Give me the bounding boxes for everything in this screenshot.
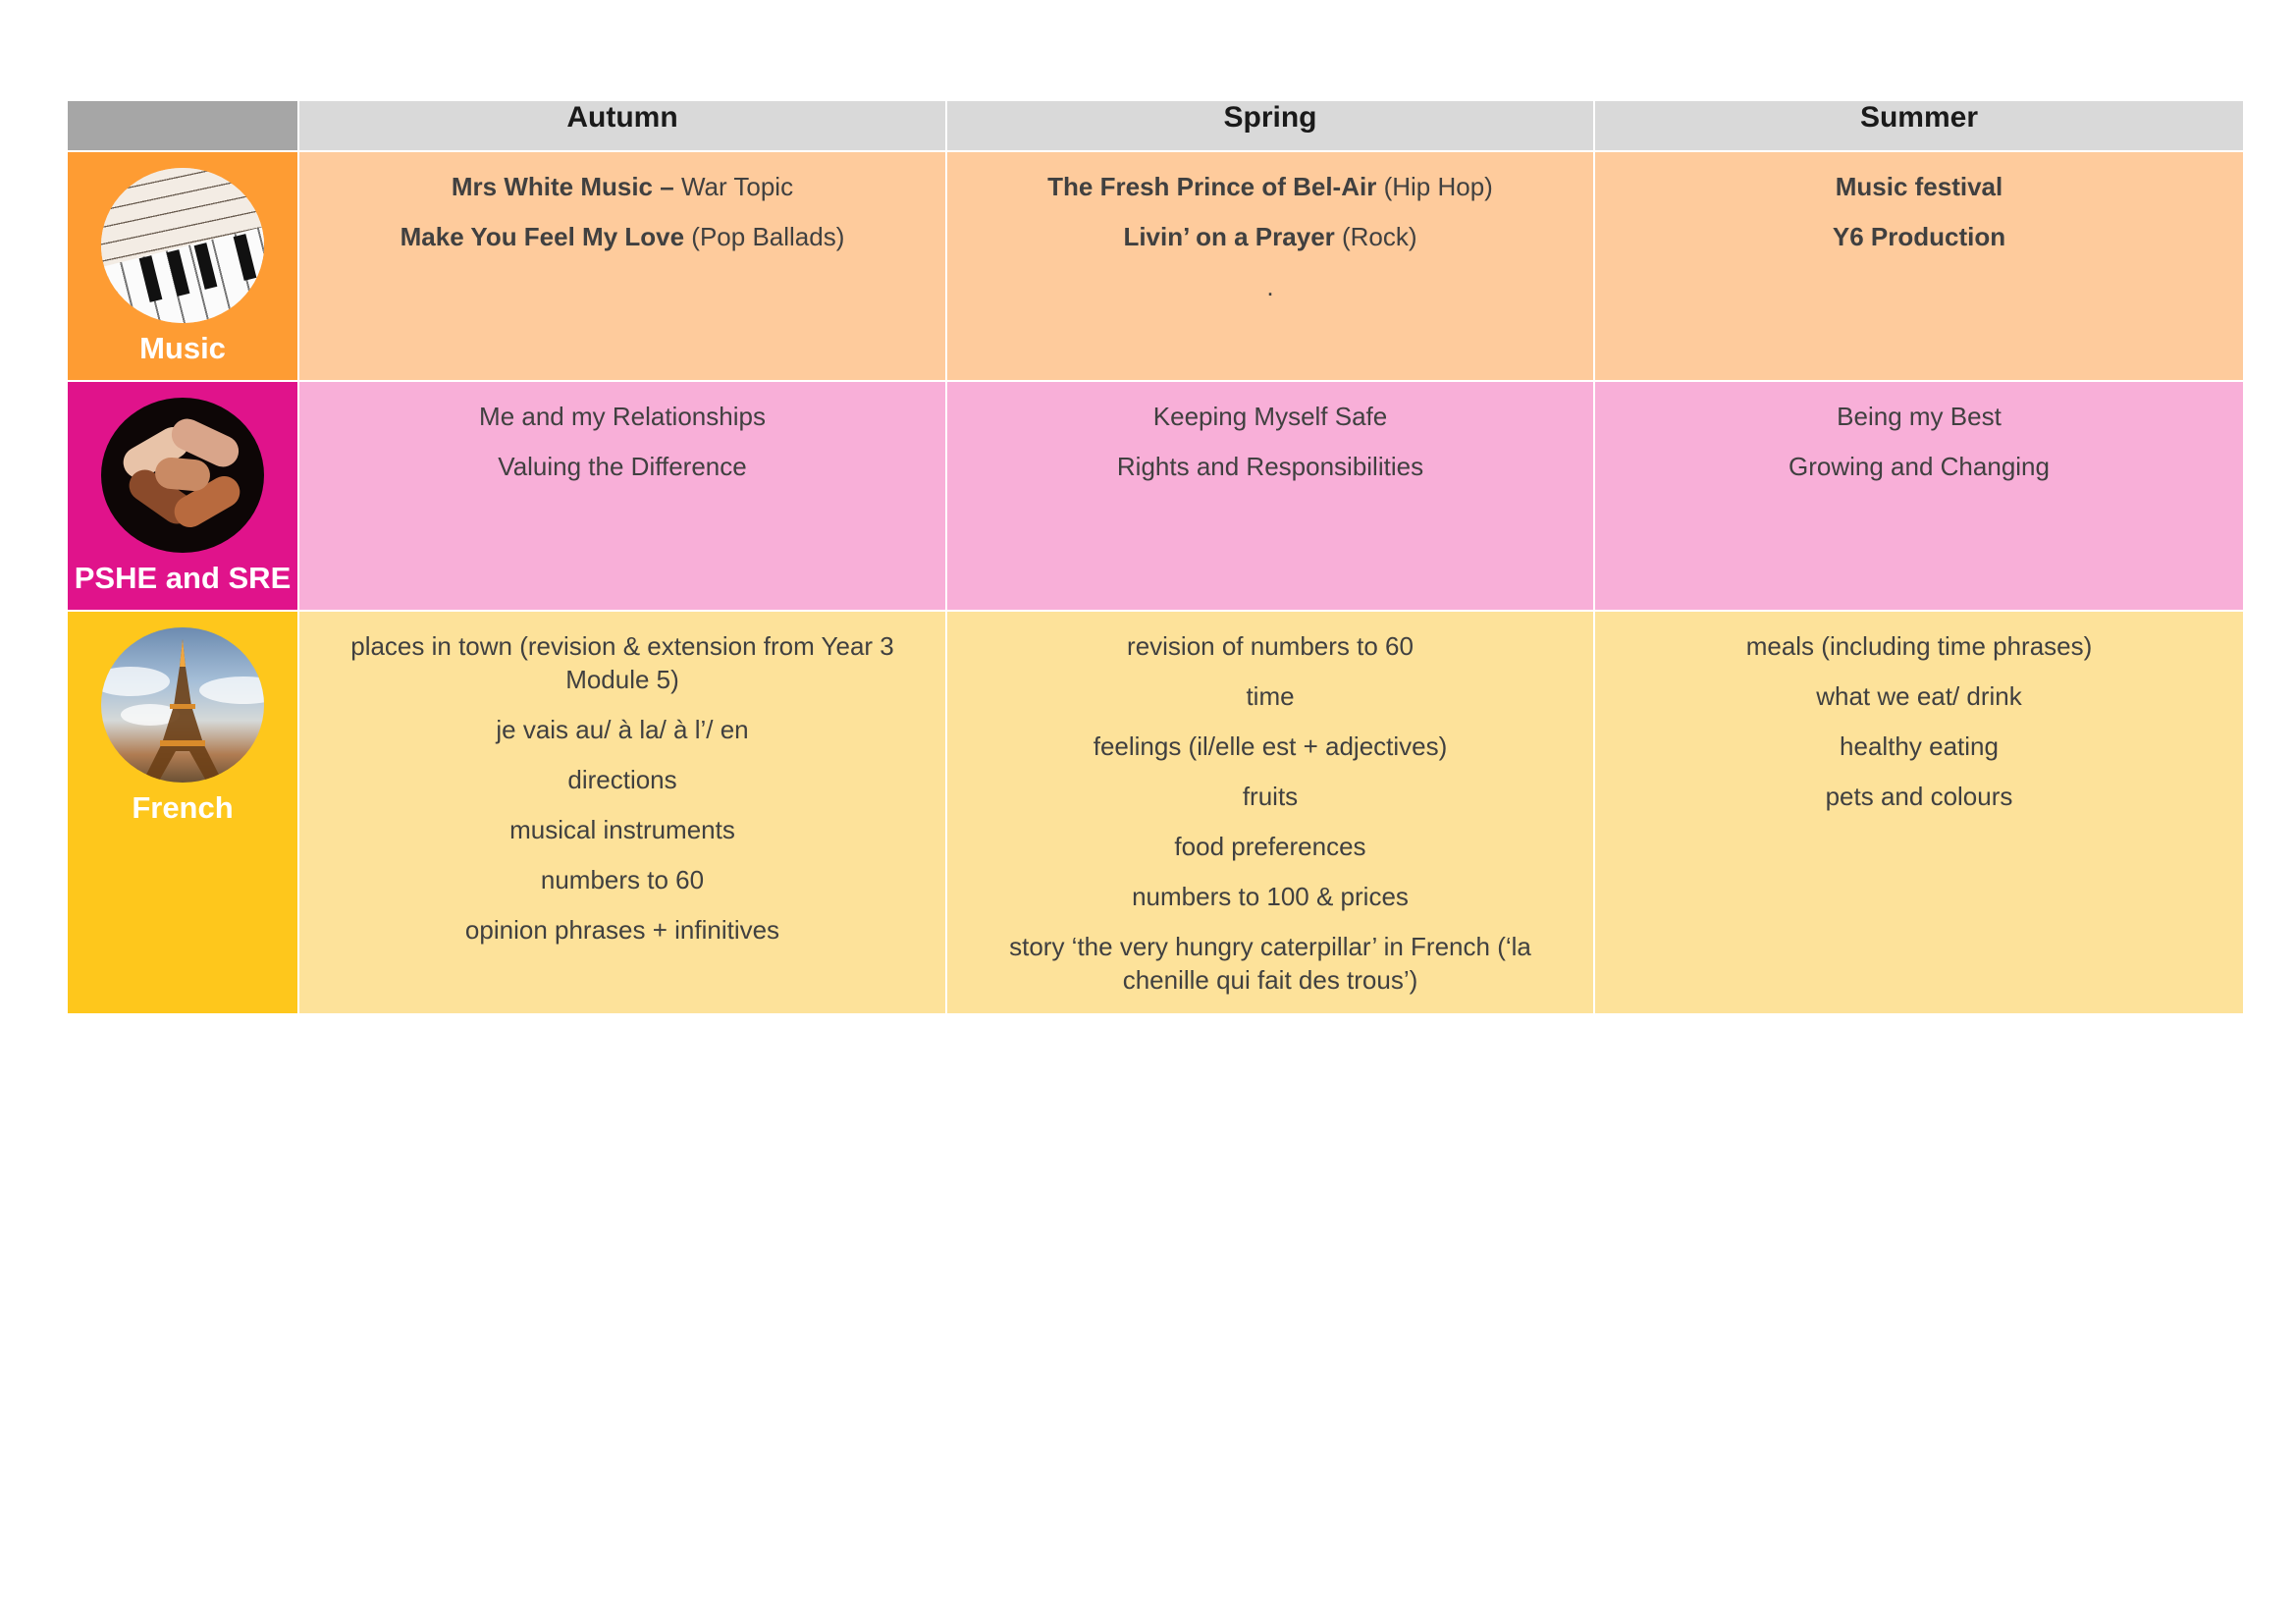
topic-text: musical instruments	[509, 815, 735, 844]
topic-line	[987, 930, 1554, 997]
topic-line	[339, 450, 906, 483]
topic-line	[339, 763, 906, 796]
subject-row-french	[67, 611, 2244, 1014]
topic-line	[987, 220, 1554, 253]
topic-title: Livin’ on a Prayer	[1123, 222, 1335, 251]
joined-hands-icon	[101, 398, 264, 553]
topic-line	[1634, 450, 2204, 483]
topic-line	[987, 400, 1554, 433]
topic-title: Mrs White Music –	[451, 172, 681, 201]
topic-line	[1634, 170, 2204, 203]
topic-line	[1634, 629, 2204, 663]
topic-line	[339, 400, 906, 433]
topic-text: revision of numbers to 60	[1127, 631, 1414, 661]
subject-name-pshe: PSHE and SRE	[74, 561, 292, 595]
topic-title: Y6 Production	[1832, 222, 2006, 251]
term-header-summer: Summer	[1594, 100, 2244, 151]
topic-line	[339, 813, 906, 846]
topic-text: (Pop Ballads)	[684, 222, 845, 251]
pshe-autumn-cell	[298, 381, 946, 611]
topic-line	[1634, 730, 2204, 763]
topic-line	[987, 270, 1554, 303]
topic-text: (Rock)	[1334, 222, 1417, 251]
topic-line	[987, 780, 1554, 813]
topic-line	[339, 913, 906, 947]
music-autumn-cell	[298, 151, 946, 381]
subject-label-cell-music	[67, 151, 298, 381]
topic-text: opinion phrases + infinitives	[464, 915, 780, 945]
topic-line	[987, 830, 1554, 863]
french-autumn-cell	[298, 611, 946, 1014]
term-header-spring: Spring	[946, 100, 1594, 151]
topic-text: pets and colours	[1825, 782, 2013, 811]
topic-line	[987, 730, 1554, 763]
subject-row-music	[67, 151, 2244, 381]
topic-text: numbers to 60	[540, 865, 705, 894]
topic-text: Being my Best	[1837, 402, 2002, 431]
subject-label-cell-pshe	[67, 381, 298, 611]
pshe-summer-cell	[1594, 381, 2244, 611]
topic-text: (Hip Hop)	[1376, 172, 1493, 201]
topic-text: Valuing the Difference	[498, 452, 747, 481]
topic-text: meals (including time phrases)	[1745, 631, 2093, 661]
pshe-spring-cell	[946, 381, 1594, 611]
topic-line	[339, 629, 906, 696]
music-spring-cell	[946, 151, 1594, 381]
topic-text: War Topic	[680, 172, 794, 201]
topic-line	[339, 220, 906, 253]
topic-line	[987, 450, 1554, 483]
french-summer-cell	[1594, 611, 2244, 1014]
topic-line	[1634, 780, 2204, 813]
topic-text: time	[1246, 681, 1295, 711]
topic-line	[339, 170, 906, 203]
topic-text: fruits	[1242, 782, 1299, 811]
header-row	[67, 100, 2244, 151]
topic-line	[339, 863, 906, 896]
music-sheet-piano-icon	[101, 168, 264, 323]
french-spring-cell	[946, 611, 1594, 1014]
topic-text: feelings (il/elle est + adjectives)	[1093, 731, 1448, 761]
topic-text: je vais au/ à la/ à l’/ en	[496, 715, 749, 744]
topic-line	[987, 679, 1554, 713]
topic-line	[987, 629, 1554, 663]
curriculum-table	[66, 99, 2245, 1015]
topic-line	[1634, 400, 2204, 433]
term-header-autumn: Autumn	[298, 100, 946, 151]
topic-line	[987, 170, 1554, 203]
subject-name-french: French	[132, 790, 234, 825]
topic-line	[1634, 220, 2204, 253]
eiffel-tower-icon	[101, 627, 264, 783]
topic-text: places in town (revision & extension from Year 3 Module 5)	[350, 631, 894, 694]
subject-label-cell-french	[67, 611, 298, 1014]
subject-row-pshe	[67, 381, 2244, 611]
topic-text: story ‘the very hungry caterpillar’ in French (‘la chenille qui fait des trous’)	[1009, 932, 1531, 995]
topic-text: numbers to 100 & prices	[1132, 882, 1409, 911]
topic-text: Growing and Changing	[1789, 452, 2050, 481]
topic-title: Make You Feel My Love	[400, 222, 685, 251]
topic-line	[339, 713, 906, 746]
topic-text: .	[1266, 272, 1274, 301]
topic-title: Music festival	[1835, 172, 2003, 201]
topic-text: what we eat/ drink	[1816, 681, 2022, 711]
topic-text: healthy eating	[1840, 731, 1999, 761]
topic-title: The Fresh Prince of Bel-Air	[1047, 172, 1377, 201]
header-corner-cell	[67, 100, 298, 151]
topic-line	[1634, 679, 2204, 713]
music-summer-cell	[1594, 151, 2244, 381]
topic-text: directions	[567, 765, 677, 794]
topic-text: Me and my Relationships	[479, 402, 766, 431]
topic-line	[987, 880, 1554, 913]
topic-text: Rights and Responsibilities	[1116, 452, 1424, 481]
topic-text: Keeping Myself Safe	[1152, 402, 1388, 431]
subject-name-music: Music	[139, 331, 226, 365]
topic-text: food preferences	[1174, 832, 1366, 861]
